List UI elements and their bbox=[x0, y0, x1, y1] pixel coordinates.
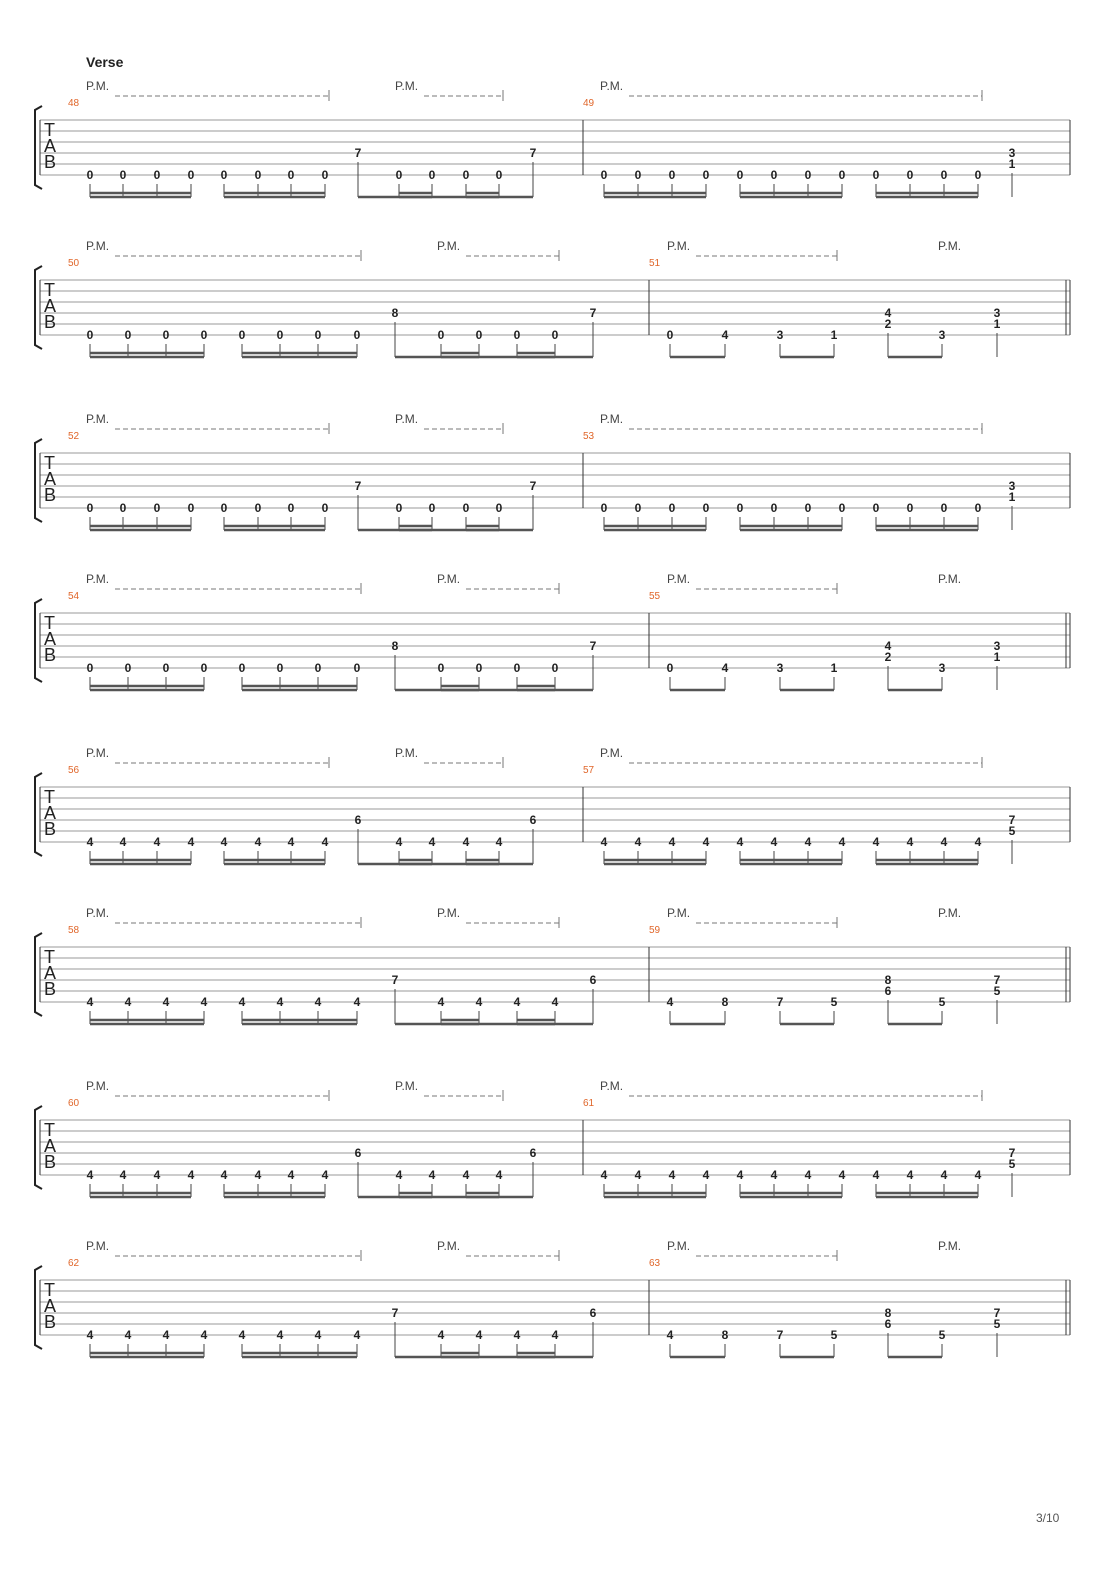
measure-number: 51 bbox=[649, 258, 661, 269]
fret-number: 7 bbox=[354, 146, 362, 160]
palm-mute-label: P.M. bbox=[437, 906, 461, 920]
palm-mute-label: P.M. bbox=[437, 572, 461, 586]
fret-number: 4 bbox=[276, 1328, 284, 1342]
system-bracket bbox=[35, 439, 42, 522]
measure-number: 58 bbox=[68, 925, 80, 936]
tab-clef-letter: T bbox=[44, 947, 55, 967]
fret-number: 4 bbox=[838, 1168, 846, 1182]
measure-number: 52 bbox=[68, 431, 80, 442]
fret-number: 0 bbox=[86, 501, 94, 515]
fret-number: 0 bbox=[736, 501, 744, 515]
tab-clef-letter: T bbox=[44, 280, 55, 300]
fret-number: 4 bbox=[437, 995, 445, 1009]
palm-mute-label: P.M. bbox=[86, 572, 110, 586]
system-bracket bbox=[35, 266, 42, 349]
tab-clef-letter: B bbox=[44, 152, 57, 172]
fret-number: 8 bbox=[884, 1306, 892, 1320]
fret-number: 7 bbox=[993, 973, 1001, 987]
fret-number: 4 bbox=[872, 1168, 880, 1182]
fret-number: 0 bbox=[238, 661, 246, 675]
fret-number: 7 bbox=[354, 479, 362, 493]
fret-number: 0 bbox=[153, 501, 161, 515]
fret-number: 0 bbox=[906, 168, 914, 182]
palm-mute-label: P.M. bbox=[938, 906, 962, 920]
palm-mute-label: P.M. bbox=[86, 1239, 110, 1253]
fret-number: 4 bbox=[321, 835, 329, 849]
fret-number: 0 bbox=[872, 501, 880, 515]
fret-number: 0 bbox=[495, 168, 503, 182]
fret-number: 0 bbox=[475, 661, 483, 675]
fret-number: 1 bbox=[993, 317, 1001, 331]
fret-number: 0 bbox=[428, 168, 436, 182]
fret-number: 1 bbox=[1008, 157, 1016, 171]
fret-number: 4 bbox=[86, 1328, 94, 1342]
tab-clef-letter: A bbox=[44, 629, 57, 649]
tab-clef-letter: T bbox=[44, 1280, 55, 1300]
fret-number: 0 bbox=[940, 168, 948, 182]
fret-number: 4 bbox=[200, 995, 208, 1009]
tab-system bbox=[35, 572, 1070, 690]
palm-mute-label: P.M. bbox=[86, 239, 110, 253]
fret-number: 4 bbox=[428, 1168, 436, 1182]
palm-mute-label: P.M. bbox=[667, 906, 691, 920]
fret-number: 4 bbox=[153, 835, 161, 849]
tab-clef-letter: A bbox=[44, 963, 57, 983]
fret-number: 5 bbox=[993, 984, 1001, 998]
fret-number: 4 bbox=[666, 995, 674, 1009]
fret-number: 0 bbox=[428, 501, 436, 515]
fret-number: 0 bbox=[86, 168, 94, 182]
fret-number: 0 bbox=[770, 168, 778, 182]
fret-number: 4 bbox=[600, 835, 608, 849]
fret-number: 4 bbox=[736, 835, 744, 849]
tab-clef-letter: B bbox=[44, 1152, 57, 1172]
fret-number: 0 bbox=[238, 328, 246, 342]
fret-number: 1 bbox=[1008, 490, 1016, 504]
fret-number: 0 bbox=[668, 501, 676, 515]
palm-mute-label: P.M. bbox=[600, 746, 624, 760]
palm-mute-label: P.M. bbox=[437, 1239, 461, 1253]
fret-number: 6 bbox=[529, 813, 537, 827]
fret-number: 4 bbox=[770, 1168, 778, 1182]
fret-number: 0 bbox=[153, 168, 161, 182]
fret-number: 8 bbox=[391, 639, 399, 653]
palm-mute-label: P.M. bbox=[395, 1079, 419, 1093]
tab-clef-letter: T bbox=[44, 787, 55, 807]
fret-number: 4 bbox=[187, 1168, 195, 1182]
fret-number: 4 bbox=[287, 835, 295, 849]
palm-mute-label: P.M. bbox=[938, 239, 962, 253]
fret-number: 4 bbox=[551, 995, 559, 1009]
fret-number: 7 bbox=[993, 1306, 1001, 1320]
fret-number: 0 bbox=[200, 661, 208, 675]
fret-number: 4 bbox=[884, 306, 892, 320]
fret-number: 1 bbox=[830, 661, 838, 675]
tab-clef-letter: T bbox=[44, 120, 55, 140]
fret-number: 0 bbox=[838, 168, 846, 182]
fret-number: 0 bbox=[872, 168, 880, 182]
fret-number: 8 bbox=[884, 973, 892, 987]
fret-number: 4 bbox=[770, 835, 778, 849]
palm-mute-label: P.M. bbox=[667, 572, 691, 586]
system-bracket bbox=[35, 773, 42, 856]
measure-number: 53 bbox=[583, 431, 595, 442]
fret-number: 4 bbox=[162, 995, 170, 1009]
fret-number: 0 bbox=[287, 501, 295, 515]
fret-number: 0 bbox=[124, 661, 132, 675]
fret-number: 7 bbox=[589, 639, 597, 653]
measure-number: 54 bbox=[68, 591, 80, 602]
measure-number: 56 bbox=[68, 765, 80, 776]
fret-number: 0 bbox=[395, 168, 403, 182]
system-bracket bbox=[35, 933, 42, 1016]
palm-mute-label: P.M. bbox=[86, 746, 110, 760]
fret-number: 0 bbox=[495, 501, 503, 515]
palm-mute-label: P.M. bbox=[86, 79, 110, 93]
tab-clef-letter: A bbox=[44, 469, 57, 489]
fret-number: 4 bbox=[906, 1168, 914, 1182]
fret-number: 7 bbox=[391, 973, 399, 987]
fret-number: 4 bbox=[238, 1328, 246, 1342]
fret-number: 5 bbox=[993, 1317, 1001, 1331]
fret-number: 0 bbox=[321, 168, 329, 182]
fret-number: 0 bbox=[974, 168, 982, 182]
fret-number: 4 bbox=[462, 1168, 470, 1182]
fret-number: 6 bbox=[529, 1146, 537, 1160]
measure-number: 55 bbox=[649, 591, 661, 602]
fret-number: 4 bbox=[437, 1328, 445, 1342]
tab-system bbox=[35, 1079, 1070, 1197]
system-bracket bbox=[35, 1266, 42, 1349]
fret-number: 0 bbox=[220, 501, 228, 515]
fret-number: 4 bbox=[119, 835, 127, 849]
fret-number: 4 bbox=[119, 1168, 127, 1182]
fret-number: 0 bbox=[276, 328, 284, 342]
fret-number: 4 bbox=[314, 1328, 322, 1342]
palm-mute-label: P.M. bbox=[86, 906, 110, 920]
fret-number: 0 bbox=[736, 168, 744, 182]
palm-mute-label: P.M. bbox=[437, 239, 461, 253]
fret-number: 4 bbox=[721, 661, 729, 675]
fret-number: 4 bbox=[124, 995, 132, 1009]
fret-number: 6 bbox=[589, 973, 597, 987]
fret-number: 0 bbox=[513, 661, 521, 675]
system-bracket bbox=[35, 599, 42, 682]
fret-number: 0 bbox=[119, 168, 127, 182]
fret-number: 0 bbox=[314, 328, 322, 342]
fret-number: 6 bbox=[354, 813, 362, 827]
fret-number: 0 bbox=[462, 501, 470, 515]
fret-number: 0 bbox=[276, 661, 284, 675]
palm-mute-label: P.M. bbox=[395, 79, 419, 93]
fret-number: 7 bbox=[1008, 813, 1016, 827]
fret-number: 4 bbox=[702, 1168, 710, 1182]
fret-number: 0 bbox=[770, 501, 778, 515]
tab-clef-letter: A bbox=[44, 1136, 57, 1156]
fret-number: 0 bbox=[475, 328, 483, 342]
tab-system bbox=[35, 79, 1070, 197]
tab-system bbox=[35, 412, 1070, 530]
fret-number: 8 bbox=[721, 1328, 729, 1342]
fret-number: 4 bbox=[940, 1168, 948, 1182]
fret-number: 0 bbox=[437, 328, 445, 342]
fret-number: 8 bbox=[721, 995, 729, 1009]
fret-number: 4 bbox=[321, 1168, 329, 1182]
fret-number: 4 bbox=[254, 835, 262, 849]
tab-clef-letter: T bbox=[44, 613, 55, 633]
fret-number: 4 bbox=[495, 835, 503, 849]
fret-number: 0 bbox=[906, 501, 914, 515]
fret-number: 0 bbox=[353, 661, 361, 675]
measure-number: 62 bbox=[68, 1258, 80, 1269]
fret-number: 0 bbox=[395, 501, 403, 515]
tab-clef-letter: A bbox=[44, 803, 57, 823]
fret-number: 4 bbox=[86, 1168, 94, 1182]
fret-number: 0 bbox=[353, 328, 361, 342]
fret-number: 4 bbox=[513, 1328, 521, 1342]
fret-number: 4 bbox=[634, 835, 642, 849]
fret-number: 0 bbox=[804, 168, 812, 182]
fret-number: 4 bbox=[838, 835, 846, 849]
palm-mute-label: P.M. bbox=[600, 412, 624, 426]
fret-number: 4 bbox=[86, 995, 94, 1009]
fret-number: 4 bbox=[634, 1168, 642, 1182]
fret-number: 3 bbox=[1008, 146, 1016, 160]
fret-number: 7 bbox=[1008, 1146, 1016, 1160]
fret-number: 4 bbox=[804, 835, 812, 849]
fret-number: 4 bbox=[475, 1328, 483, 1342]
fret-number: 5 bbox=[830, 995, 838, 1009]
fret-number: 4 bbox=[287, 1168, 295, 1182]
fret-number: 4 bbox=[804, 1168, 812, 1182]
fret-number: 0 bbox=[600, 168, 608, 182]
fret-number: 4 bbox=[238, 995, 246, 1009]
tab-clef-letter: B bbox=[44, 645, 57, 665]
fret-number: 4 bbox=[314, 995, 322, 1009]
fret-number: 4 bbox=[884, 639, 892, 653]
palm-mute-label: P.M. bbox=[938, 572, 962, 586]
tab-system bbox=[35, 239, 1070, 357]
section-label: Verse bbox=[86, 54, 124, 70]
fret-number: 8 bbox=[391, 306, 399, 320]
fret-number: 5 bbox=[1008, 1157, 1016, 1171]
fret-number: 4 bbox=[395, 835, 403, 849]
fret-number: 0 bbox=[940, 501, 948, 515]
fret-number: 3 bbox=[938, 661, 946, 675]
fret-number: 0 bbox=[187, 168, 195, 182]
tab-system bbox=[35, 746, 1070, 864]
fret-number: 0 bbox=[124, 328, 132, 342]
fret-number: 4 bbox=[162, 1328, 170, 1342]
fret-number: 3 bbox=[1008, 479, 1016, 493]
fret-number: 5 bbox=[938, 1328, 946, 1342]
palm-mute-label: P.M. bbox=[667, 239, 691, 253]
fret-number: 0 bbox=[86, 661, 94, 675]
fret-number: 4 bbox=[940, 835, 948, 849]
fret-number: 4 bbox=[428, 835, 436, 849]
fret-number: 0 bbox=[314, 661, 322, 675]
fret-number: 4 bbox=[872, 835, 880, 849]
fret-number: 0 bbox=[86, 328, 94, 342]
fret-number: 7 bbox=[391, 1306, 399, 1320]
fret-number: 0 bbox=[702, 168, 710, 182]
fret-number: 4 bbox=[668, 835, 676, 849]
fret-number: 4 bbox=[668, 1168, 676, 1182]
fret-number: 2 bbox=[884, 650, 892, 664]
fret-number: 4 bbox=[974, 835, 982, 849]
tab-clef-letter: A bbox=[44, 136, 57, 156]
tab-clef-letter: B bbox=[44, 485, 57, 505]
measure-number: 61 bbox=[583, 1098, 595, 1109]
fret-number: 0 bbox=[974, 501, 982, 515]
fret-number: 7 bbox=[776, 1328, 784, 1342]
fret-number: 0 bbox=[551, 661, 559, 675]
fret-number: 4 bbox=[551, 1328, 559, 1342]
fret-number: 0 bbox=[254, 501, 262, 515]
fret-number: 4 bbox=[974, 1168, 982, 1182]
palm-mute-label: P.M. bbox=[395, 746, 419, 760]
fret-number: 3 bbox=[776, 328, 784, 342]
fret-number: 2 bbox=[884, 317, 892, 331]
fret-number: 0 bbox=[666, 661, 674, 675]
palm-mute-label: P.M. bbox=[600, 79, 624, 93]
measure-number: 49 bbox=[583, 98, 595, 109]
fret-number: 6 bbox=[354, 1146, 362, 1160]
fret-number: 4 bbox=[721, 328, 729, 342]
fret-number: 4 bbox=[600, 1168, 608, 1182]
fret-number: 4 bbox=[475, 995, 483, 1009]
fret-number: 0 bbox=[254, 168, 262, 182]
fret-number: 0 bbox=[162, 328, 170, 342]
fret-number: 5 bbox=[830, 1328, 838, 1342]
fret-number: 0 bbox=[187, 501, 195, 515]
fret-number: 6 bbox=[884, 1317, 892, 1331]
fret-number: 0 bbox=[600, 501, 608, 515]
measure-number: 50 bbox=[68, 258, 80, 269]
fret-number: 4 bbox=[906, 835, 914, 849]
palm-mute-label: P.M. bbox=[938, 1239, 962, 1253]
fret-number: 4 bbox=[220, 1168, 228, 1182]
fret-number: 0 bbox=[462, 168, 470, 182]
fret-number: 4 bbox=[702, 835, 710, 849]
fret-number: 7 bbox=[529, 479, 537, 493]
fret-number: 0 bbox=[702, 501, 710, 515]
tab-clef-letter: B bbox=[44, 819, 57, 839]
fret-number: 0 bbox=[287, 168, 295, 182]
fret-number: 3 bbox=[993, 639, 1001, 653]
palm-mute-label: P.M. bbox=[600, 1079, 624, 1093]
fret-number: 4 bbox=[495, 1168, 503, 1182]
palm-mute-label: P.M. bbox=[86, 1079, 110, 1093]
fret-number: 4 bbox=[353, 995, 361, 1009]
fret-number: 4 bbox=[153, 1168, 161, 1182]
tab-system bbox=[35, 1239, 1070, 1357]
palm-mute-label: P.M. bbox=[86, 412, 110, 426]
tab-clef-letter: B bbox=[44, 1312, 57, 1332]
fret-number: 4 bbox=[124, 1328, 132, 1342]
system-bracket bbox=[35, 1106, 42, 1189]
fret-number: 4 bbox=[276, 995, 284, 1009]
fret-number: 5 bbox=[938, 995, 946, 1009]
fret-number: 5 bbox=[1008, 824, 1016, 838]
fret-number: 4 bbox=[462, 835, 470, 849]
fret-number: 0 bbox=[634, 501, 642, 515]
measure-number: 48 bbox=[68, 98, 80, 109]
fret-number: 7 bbox=[589, 306, 597, 320]
fret-number: 6 bbox=[589, 1306, 597, 1320]
fret-number: 1 bbox=[993, 650, 1001, 664]
measure-number: 57 bbox=[583, 765, 595, 776]
fret-number: 0 bbox=[437, 661, 445, 675]
fret-number: 0 bbox=[838, 501, 846, 515]
fret-number: 4 bbox=[666, 1328, 674, 1342]
fret-number: 0 bbox=[666, 328, 674, 342]
tab-system bbox=[35, 906, 1070, 1024]
fret-number: 4 bbox=[736, 1168, 744, 1182]
fret-number: 0 bbox=[668, 168, 676, 182]
fret-number: 7 bbox=[529, 146, 537, 160]
fret-number: 3 bbox=[938, 328, 946, 342]
measure-number: 59 bbox=[649, 925, 661, 936]
fret-number: 1 bbox=[830, 328, 838, 342]
tab-clef-letter: B bbox=[44, 979, 57, 999]
fret-number: 0 bbox=[321, 501, 329, 515]
fret-number: 4 bbox=[220, 835, 228, 849]
fret-number: 0 bbox=[513, 328, 521, 342]
fret-number: 6 bbox=[884, 984, 892, 998]
tab-clef-letter: T bbox=[44, 1120, 55, 1140]
tab-clef-letter: B bbox=[44, 312, 57, 332]
fret-number: 0 bbox=[634, 168, 642, 182]
tab-clef-letter: A bbox=[44, 296, 57, 316]
fret-number: 3 bbox=[993, 306, 1001, 320]
palm-mute-label: P.M. bbox=[395, 412, 419, 426]
fret-number: 4 bbox=[200, 1328, 208, 1342]
fret-number: 4 bbox=[187, 835, 195, 849]
page-number: 3/10 bbox=[1036, 1511, 1060, 1525]
fret-number: 0 bbox=[200, 328, 208, 342]
fret-number: 7 bbox=[776, 995, 784, 1009]
fret-number: 0 bbox=[119, 501, 127, 515]
fret-number: 0 bbox=[220, 168, 228, 182]
fret-number: 0 bbox=[162, 661, 170, 675]
fret-number: 4 bbox=[353, 1328, 361, 1342]
palm-mute-label: P.M. bbox=[667, 1239, 691, 1253]
fret-number: 4 bbox=[395, 1168, 403, 1182]
fret-number: 0 bbox=[551, 328, 559, 342]
measure-number: 60 bbox=[68, 1098, 80, 1109]
fret-number: 0 bbox=[804, 501, 812, 515]
fret-number: 4 bbox=[86, 835, 94, 849]
fret-number: 3 bbox=[776, 661, 784, 675]
tab-clef-letter: A bbox=[44, 1296, 57, 1316]
measure-number: 63 bbox=[649, 1258, 661, 1269]
tab-clef-letter: T bbox=[44, 453, 55, 473]
fret-number: 4 bbox=[254, 1168, 262, 1182]
fret-number: 4 bbox=[513, 995, 521, 1009]
system-bracket bbox=[35, 106, 42, 189]
